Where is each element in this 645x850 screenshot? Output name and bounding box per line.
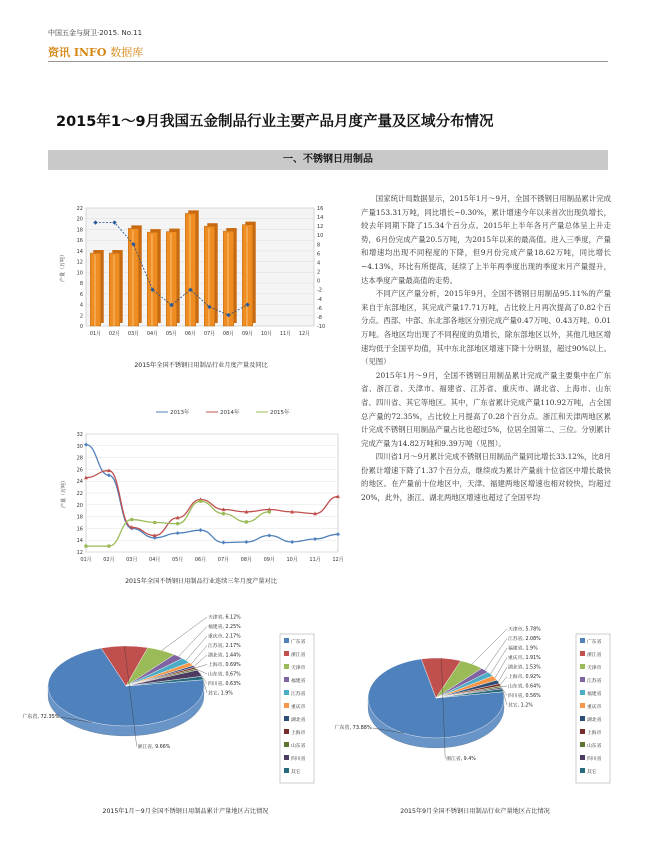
legend-label: 重庆市	[587, 705, 602, 710]
line-chart-caption: 2015年全国不锈钢日用制品行业连续三年月度产量对比	[125, 578, 277, 585]
x-tick-label: 09月	[241, 331, 254, 337]
leader-line	[495, 658, 507, 679]
legend-swatch	[284, 651, 289, 656]
section-category: 数据库	[110, 46, 144, 59]
y-axis-label: 产量（万吨）	[60, 251, 66, 283]
x-tick-label: 09月	[263, 557, 275, 563]
article-title: 2015年1～9月我国五金制品行业主要产品月度产量及区域分布情况	[56, 114, 494, 130]
header-divider	[48, 61, 608, 62]
y2-tick-label: -8	[317, 314, 322, 321]
pie-label: 四川省, 0.56%	[508, 694, 541, 699]
y-tick-label: 16	[76, 526, 83, 533]
legend-label: 其它	[587, 770, 597, 775]
pie-label: 广东省, 73.88%	[334, 725, 372, 732]
x-tick-label: 07月	[203, 331, 216, 337]
pie-september-caption: 2015年9月全国不锈钢日用制品行业产量地区占比情况	[400, 808, 550, 815]
leader-line	[191, 646, 207, 665]
leader-line	[194, 655, 207, 666]
legend-swatch	[284, 729, 289, 734]
y2-tick-label: -6	[317, 305, 322, 312]
legend-swatch	[284, 768, 289, 773]
y2-tick-label: 4	[317, 260, 321, 267]
y2-tick-label: 16	[317, 206, 324, 212]
leader-line	[186, 636, 207, 660]
pie-label: 其它, 1.2%	[508, 703, 533, 709]
series-point	[84, 544, 88, 548]
pie-label: 福建省, 1.9%	[508, 646, 538, 652]
legend-swatch	[580, 690, 585, 695]
x-tick-label: 04月	[146, 331, 159, 337]
section-band	[48, 150, 608, 170]
pie-label: 山东省, 0.67%	[208, 672, 241, 678]
legend-swatch	[284, 677, 289, 682]
bar-chart	[56, 198, 346, 348]
line-chart	[56, 404, 346, 574]
y-tick-label: 14	[76, 248, 83, 255]
paragraph: 不同产区产量分析，2015年9月，全国不锈钢日用制品95.11%的产量来自于东部地区，其完成产量17.71万吨，占比较上月再次提高了0.82个百分点。西部、中部、东北部各地区分别完成产量0.47万吨、0.43万吨、0.01万吨。各地区均出现了不同程度的负增长，除东部地区以外，其他几地区增速均低于全国平均值，其中东北部地区增速下降十分明显，超过90%以上。（见图）	[361, 289, 611, 367]
x-tick-label: 12月	[332, 557, 344, 563]
leader-line	[472, 629, 507, 664]
series-point	[267, 510, 271, 514]
pie-label: 四川省, 0.63%	[208, 682, 241, 687]
y-tick-label: 20	[76, 216, 83, 223]
legend-swatch	[284, 638, 289, 643]
legend-swatch	[284, 664, 289, 669]
legend-label: 浙江省	[587, 653, 602, 658]
y2-tick-label: 0	[317, 278, 321, 285]
leader-line	[501, 686, 507, 687]
pie-cumulative-plot	[22, 614, 314, 784]
legend-label: 2015年	[270, 410, 290, 416]
leader-line	[498, 667, 507, 682]
y2-tick-label: 2	[317, 269, 321, 276]
series-point	[130, 518, 134, 522]
y-tick-label: 0	[79, 324, 83, 330]
legend-label: 2013年	[170, 410, 190, 416]
x-tick-label: 10月	[260, 331, 273, 337]
y2-tick-label: 14	[317, 215, 324, 222]
leader-line	[500, 677, 507, 685]
series-point	[107, 544, 111, 548]
legend-swatch	[284, 690, 289, 695]
pie-label: 福建省, 2.25%	[208, 625, 241, 630]
legend-label: 福建省	[587, 692, 602, 697]
legend-swatch	[580, 716, 585, 721]
y-tick-label: 30	[76, 443, 83, 450]
pie-label: 湖北省, 1.44%	[208, 653, 241, 659]
y-tick-label: 8	[79, 281, 83, 288]
y2-tick-label: 10	[317, 233, 324, 240]
pie-label: 浙江省, 9.4%	[446, 757, 476, 762]
y-tick-label: 26	[76, 467, 83, 474]
bar-chart-caption: 2015年全国不锈钢日用制品行业月度产量及同比	[134, 362, 268, 369]
y-tick-label: 10	[76, 270, 83, 277]
series-point	[199, 499, 203, 503]
pie-label: 天津省, 6.12%	[208, 615, 241, 621]
y2-tick-label: 6	[317, 251, 321, 258]
legend-swatch	[580, 768, 585, 773]
y-tick-label: 28	[76, 455, 83, 462]
x-tick-label: 01月	[89, 331, 102, 337]
pie-label: 江苏省, 2.08%	[508, 637, 541, 642]
legend-label: 湖北省	[291, 718, 306, 723]
legend-label: 浙江省	[291, 653, 306, 658]
x-tick-label: 12月	[298, 331, 311, 337]
series-point	[153, 521, 157, 525]
pie-label: 天津市, 5.78%	[508, 627, 541, 633]
pie-label: 山东省, 0.64%	[508, 684, 541, 690]
legend-label: 福建省	[291, 679, 306, 684]
legend-label: 四川省	[291, 757, 306, 762]
legend-label: 天津市	[587, 666, 602, 671]
series-point	[176, 522, 180, 526]
legend-label: 重庆市	[291, 705, 306, 710]
legend-swatch	[580, 677, 585, 682]
legend-swatch	[580, 742, 585, 747]
x-tick-label: 04月	[149, 557, 161, 563]
y-tick-label: 14	[76, 538, 83, 545]
pie-label: 上海市, 0.69%	[208, 663, 241, 668]
pie-chart-cumulative	[22, 615, 323, 798]
y-tick-label: 22	[76, 491, 83, 497]
y-tick-label: 12	[76, 259, 83, 266]
y-tick-label: 32	[76, 432, 83, 438]
x-tick-label: 03月	[126, 557, 138, 563]
legend-swatch	[580, 651, 585, 656]
x-tick-label: 02月	[108, 331, 121, 337]
series-point	[222, 512, 226, 516]
legend-label: 江苏省	[291, 692, 306, 697]
y-tick-label: 6	[79, 291, 83, 298]
legend-label: 上海市	[587, 731, 602, 736]
x-tick-label: 10月	[286, 557, 298, 563]
legend-label: 其它	[291, 770, 301, 775]
legend-swatch	[580, 638, 585, 643]
legend-swatch	[284, 742, 289, 747]
pie-september-plot	[334, 626, 610, 784]
y-tick-label: 16	[76, 238, 83, 245]
x-tick-label: 08月	[222, 331, 235, 337]
legend-label: 湖北省	[587, 718, 602, 723]
legend-label: 山东省	[587, 744, 602, 749]
x-tick-label: 06月	[184, 331, 197, 337]
legend-swatch	[580, 755, 585, 760]
y2-tick-label: 12	[317, 224, 324, 231]
magazine-header: 中国五金与厨卫·2015. No.11	[48, 29, 143, 37]
y2-tick-label: -10	[317, 324, 326, 330]
x-tick-label: 08月	[240, 557, 253, 563]
x-tick-label: 03月	[127, 331, 140, 337]
y-tick-label: 18	[76, 514, 83, 521]
y-tick-label: 4	[79, 302, 83, 309]
y-tick-label: 2	[79, 313, 83, 320]
legend-swatch	[580, 664, 585, 669]
leader-line	[179, 627, 207, 657]
pie-label: 重庆市, 2.17%	[208, 634, 241, 640]
pie-label: 浙江省, 9.66%	[137, 745, 171, 750]
y-axis-label: 产量（万吨）	[61, 477, 67, 509]
y-tick-label: 20	[76, 502, 83, 509]
bar-chart-plot	[59, 206, 325, 337]
leader-line	[196, 665, 207, 668]
x-tick-label: 02月	[103, 557, 115, 563]
legend-swatch	[580, 703, 585, 708]
x-tick-label: 05月	[165, 331, 178, 337]
y2-tick-label: -2	[317, 287, 322, 294]
legend-swatch	[284, 703, 289, 708]
pie-cumulative-caption: 2015年1月～9月全国不锈钢日用制品累计产量地区占比情况	[102, 808, 269, 815]
paragraph: 四川省1月～9月累计完成不锈钢日用制品产量同比增长33.12%，比8月份累计增速下降了1.37个百分点，继续成为累计产量前十位省区中增长最快的地区。在产量前十位地区中，天津、福建两地区增速也相对较快，均超过20%，此外，浙江、湖北两地区增速也超过了全国平均	[361, 452, 611, 503]
article-body	[361, 192, 611, 505]
legend-label: 山东省	[291, 744, 306, 749]
legend-label: 广东省	[291, 640, 306, 645]
legend-swatch	[284, 755, 289, 760]
pie-chart-september	[334, 627, 610, 798]
pie-label: 重庆市, 1.91%	[508, 656, 541, 661]
legend-swatch	[580, 729, 585, 734]
legend-label: 广东省	[587, 640, 602, 645]
legend-swatch	[284, 716, 289, 721]
pie-label: 江苏省, 2.17%	[208, 644, 241, 649]
series-point	[245, 520, 249, 524]
line-chart-plot	[60, 408, 344, 563]
leader-line	[490, 648, 507, 674]
paragraph: 2015年1月～9月，全国不锈钢日用制品累计完成产量主要集中在广东省、浙江省、天津市、福建省、江苏省、重庆市、湖北省、上海市、山东省、四川省、其它等地区。其中，广东省累计完成产量110.92万吨，占全国总产量的72.35%，占比较上月提高了0.28个百分点。浙江和天津两地区累计完成不锈钢日用制品产量占比也超过5%，位居全国第二、三位。分别累计完成产量为14.82万吨和9.39万吨（见图）。	[361, 370, 611, 448]
legend-label: 天津市	[291, 666, 306, 671]
x-tick-label: 07月	[217, 557, 230, 563]
x-tick-label: 05月	[171, 557, 184, 563]
legend-label: 江苏省	[587, 679, 602, 684]
section-header	[48, 44, 143, 60]
y-tick-label: 24	[76, 479, 83, 486]
y2-tick-label: -4	[317, 296, 322, 303]
y-tick-label: 18	[76, 227, 83, 234]
section-name: 资讯 INFO	[48, 46, 107, 59]
legend-label: 四川省	[587, 757, 602, 762]
legend-label: 上海市	[291, 731, 306, 736]
section-title: 一、不锈钢日用制品	[283, 154, 373, 165]
pie-label: 湖北省, 1.53%	[508, 665, 541, 671]
x-tick-label: 06月	[194, 557, 207, 563]
pie-label: 广东省, 72.35%	[22, 714, 60, 721]
paragraph: 国家统计局数据显示，2015年1月～9月，全国不锈钢日用制品累计完成产量153.31万吨，同比增长~0.30%，累计增速今年以来首次出现负增长，较去年同期下降了15.34个百分点。2015年上半年各月产量总体呈上升走势，6月份完成产量20.5万吨，为2015年以来的最高值。进入三季度，产量和增速均出现不同程度的下降，但9月份完成产量18.62万吨，同比增长~4.13%，环比有所提高，延续了上半年两季度出现的季度末月产量提升，达本季度产量最高值的走势。	[361, 194, 611, 285]
pie-label: 上海市, 0.92%	[508, 675, 541, 680]
x-tick-label: 11月	[279, 331, 292, 337]
x-tick-label: 01月	[80, 557, 92, 563]
y-tick-label: 12	[76, 550, 83, 556]
x-tick-label: 11月	[309, 557, 321, 563]
y2-tick-label: 8	[317, 242, 321, 249]
legend-label: 2014年	[220, 410, 240, 416]
y-tick-label: 22	[76, 206, 83, 212]
pie-label: 其它, 1.9%	[208, 691, 233, 697]
